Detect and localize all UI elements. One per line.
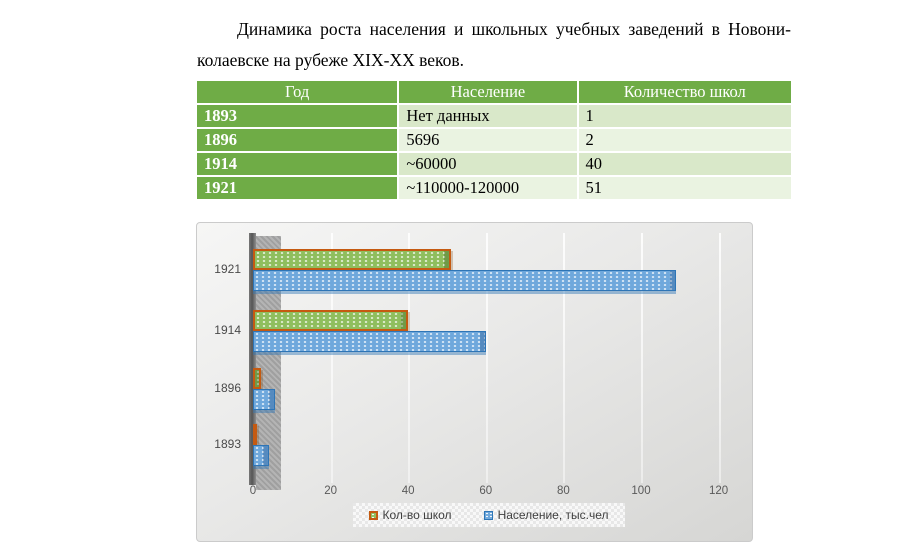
table-header-year: Год (197, 81, 397, 103)
title-line-1: Динамика роста населения и школьных учебных заведений в Новони- (237, 19, 791, 39)
table-row (197, 153, 791, 175)
table-row (197, 105, 791, 127)
population-cell: ~60000 (399, 153, 576, 175)
chart-legend (352, 503, 624, 527)
year-cell: 1914 (197, 153, 397, 175)
category-label-1921: 1921 (214, 262, 241, 276)
bar-population-1914 (253, 331, 486, 352)
bar-schools-1893 (253, 424, 257, 445)
x-tick-20: 20 (324, 485, 337, 497)
schools-cell: 40 (579, 153, 791, 175)
title-line-2: колаевске на рубеже XIX-XX веков. (197, 50, 465, 70)
category-label-1893: 1893 (214, 437, 241, 451)
category-label-1914: 1914 (214, 323, 241, 337)
table-header-population: Население (399, 81, 576, 103)
x-tick-80: 80 (556, 485, 570, 497)
bar-schools-1896 (253, 368, 261, 389)
population-legend-swatch-icon (484, 511, 493, 520)
schools-cell: 2 (579, 129, 791, 151)
x-tick-120: 120 (709, 485, 729, 497)
schools-legend-swatch-icon (368, 511, 377, 520)
bar-chart (196, 222, 753, 542)
table-row (197, 177, 791, 199)
bar-schools-1921 (253, 249, 451, 270)
category-label-1896: 1896 (214, 381, 241, 395)
table-row (197, 129, 791, 151)
x-tick-0: 0 (249, 485, 257, 497)
year-cell: 1893 (197, 105, 397, 127)
legend-label-schools: Кол-во школ (382, 508, 452, 522)
schools-cell: 51 (579, 177, 791, 199)
bar-population-1921 (253, 270, 676, 291)
bar-schools-1914 (253, 310, 408, 331)
table-header-row (197, 81, 791, 103)
x-tick-100: 100 (631, 485, 651, 497)
gridline-120 (719, 233, 721, 483)
bar-population-1896 (253, 389, 275, 410)
table-header-schools: Количество школ (579, 81, 791, 103)
bar-population-1893 (253, 445, 269, 466)
population-cell: Нет данных (399, 105, 576, 127)
x-tick-40: 40 (401, 485, 415, 497)
schools-cell: 1 (579, 105, 791, 127)
year-cell: 1896 (197, 129, 397, 151)
population-cell: ~110000-120000 (399, 177, 576, 199)
document-title (197, 14, 791, 76)
year-cell: 1921 (197, 177, 397, 199)
population-cell: 5696 (399, 129, 576, 151)
x-tick-60: 60 (479, 485, 493, 497)
legend-item-population (484, 508, 609, 522)
data-table (195, 79, 793, 201)
legend-item-schools (368, 508, 451, 522)
legend-label-population: Население, тыс.чел (497, 508, 609, 522)
